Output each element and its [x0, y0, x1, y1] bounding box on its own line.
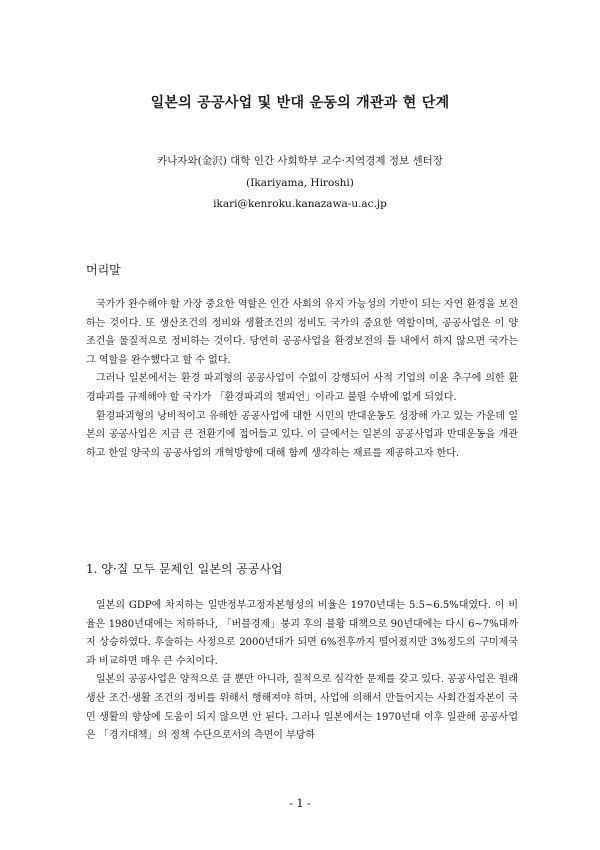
paragraph: 국가가 완수해야 할 가장 중요한 역할은 인간 사회의 유지 가능성의 기반이 되는 자연 환경을 보전하는 것이다. 또 생산조건의 정비와 생활조건의 정비도 국가의 중요한 역할이며, 공공사업은 이 양 조건을 물질적으로 정비하는 것이다. 당연히 공공사업을 환경보전의 틀 내에서 하지 않으면 국가는 그 역할을 완수했다고 할 수 없다. — [86, 299, 518, 366]
page-number: - 1 - — [289, 797, 311, 810]
paragraph: 환경파괴형의 낭비적이고 유해한 공공사업에 대한 시민의 반대운동도 성장해 가고 있는 가운데 일본의 공공사업은 지금 큰 전환기에 접어들고 있다. 이 글에서는 일본의 공공사업과 반대운동을 개관하고 한일 양국의 공공사업의 개혁방향에 대해 함께 생각하는 재료를 제공하고자 한다. — [86, 410, 518, 459]
paragraph: 일본의 GDP에 차지하는 일반정부고정자본형성의 비율은 1970년대는 5.5~6.5%대였다. 이 비율은 1980년대에는 저하하나, 「버블경제」붕괴 후의 불황 대책으로 90년대에는 다시 6~7%대까지 상승하였다. 후술하는 사정으로 2000년대가 되면 6%전후까지 떨어졌지만 3%정도의 구미제국과 비교하면 매우 큰 수치이다. — [86, 600, 518, 667]
paragraph: 그러나 일본에서는 환경 파괴형의 공공사업이 수없이 강행되어 사적 기업의 이윤 추구에 의한 환경파괴를 규제해야 할 국가가 「환경파괴의 챔피언」이라고 불릴 수밖에 없게 되었다. — [86, 373, 518, 403]
document-title: 일본의 공공사업 및 반대 운동의 개관과 현 단계 — [150, 95, 450, 111]
section-heading-intro: 머리말 — [86, 263, 121, 277]
author-email[interactable]: ikari@kenroku.kanazawa-u.ac.jp — [213, 198, 387, 210]
paragraph: 일본의 공공사업은 양적으로 클 뿐만 아니라, 질적으로 심각한 문제를 갖고 있다. 공공사업은 원래 생산 조건·생활 조건의 정비를 위해서 행해져야 하며, 사업에 의해서 만들어지는 사회간접자본이 국민 생활의 향상에 도움이 되지 않으면 안 된다. 그러나 일본에서는 1970년대 이후 일관해 공공사업은 「경기대책」의 정책 수단으로서의 측면이 부당하 — [86, 674, 518, 742]
section-body-1 — [86, 597, 518, 746]
section-heading-1: 1. 양·질 모두 문제인 일본의 공공사업 — [86, 562, 283, 576]
author-name: (Ikariyama, Hiroshi) — [246, 177, 354, 189]
author-affiliation: 카나자와(金沢) 대학 인간 사회학부 교수·지역경제 정보 센터장 — [157, 155, 443, 167]
section-body-intro — [86, 296, 518, 463]
